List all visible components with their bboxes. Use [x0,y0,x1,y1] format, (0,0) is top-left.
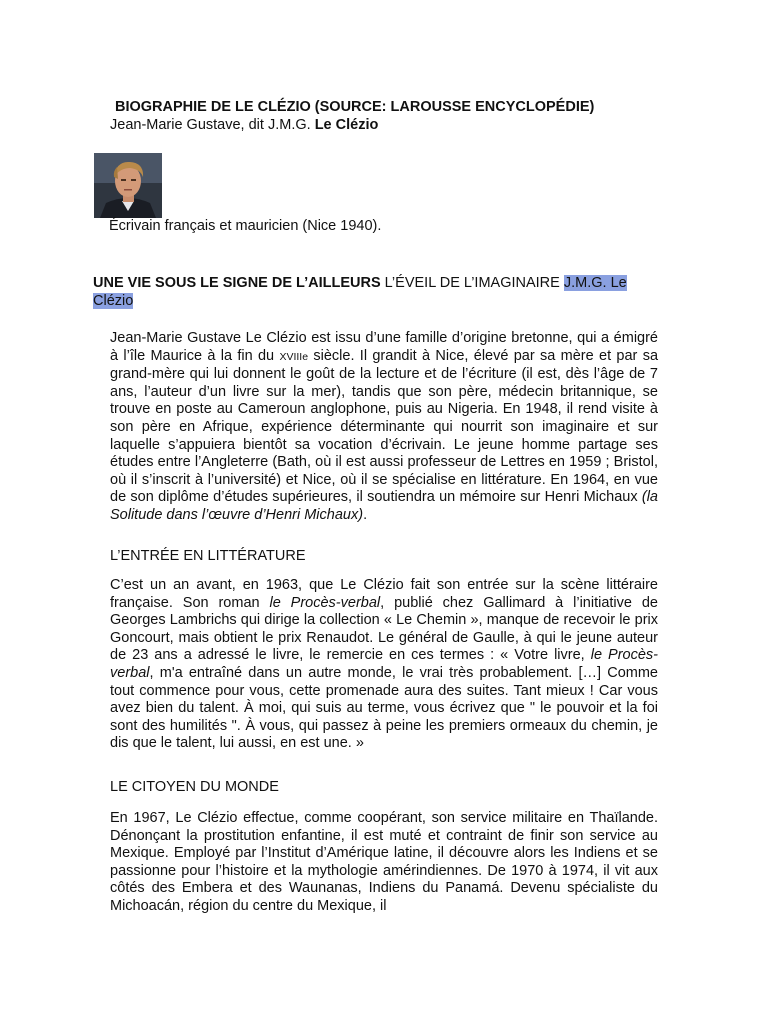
section-heading-bold: UNE VIE SOUS LE SIGNE DE L’AILLEURS [93,275,381,291]
subtitle-text: Jean-Marie Gustave, dit J.M.G. [110,117,315,133]
portrait-caption: Écrivain français et mauricien (Nice 1940). [109,218,382,234]
paragraph-biography-intro [110,330,658,525]
highlighted-selection[interactable]: J.M.G. Le Clézio [93,275,627,309]
paragraph-text: Jean-Marie Gustave Le Clézio est issu d’une famille d’origine bretonne, qui a émigré à l’île Maurice à la fin du [110,330,658,364]
italic-title: le Procès-verbal [269,594,381,611]
portrait-photo [94,153,162,218]
italic-title: le Procès-verbal [110,647,658,681]
section-heading-text: L’ÉVEIL DE L’IMAGINAIRE [380,275,564,291]
paragraph-entree-litterature [110,577,658,753]
paragraph-text: siècle. Il grandit à Nice, élevé par sa mère et par sa grand-mère qui lui donnent le goût de la lecture et de l’écriture (il est, dès l’âge de 7 ans, l’auteur d’un livre sur la mer), tandis que son père, médecin britannique, se trouve en poste au Cameroun anglophone, puis au Nigeria. En 1948, il rend visite à son père en Afrique, expérience déterminante qui nourrit son imaginaire et sur laquelle s’appuiera bientôt sa vocation d’écrivain. Le jeune homme partage ses études entre l’Angleterre (Bath, où il est aussi professeur de Lettres en 1959 ; Bristol, où il s’inscrit à l’université) et Nice, où il se spécialise en littérature. En 1964, en vue de son diplôme d’études supérieures, il soutiendra un mémoire sur Henri Michaux [110,347,659,506]
paragraph-text: , m'a entraîné dans un autre monde, le vrai très probablement. […] Comme tout commence pour vous, cette promenade aura des suites. Tant mieux ! Car vous avez bien du talent. À moi, qui suis au terme, vous écrivez que " le pouvoir et la foi sont des humilités ". À vous, qui passez à peine les premiers ormeaux du chemin, je dis que le talent, lui aussi, en est une. » [110,664,658,752]
paragraph-text: C’est un an avant, en 1963, que Le Clézio fait son entrée sur la scène littéraire française. Son roman [110,577,658,611]
document-title: BIOGRAPHIE DE LE CLÉZIO (SOURCE: LAROUSSE ENCYCLOPÉDIE) [115,99,595,115]
document-subtitle [110,117,378,133]
subheading-citoyen-monde: LE CITOYEN DU MONDE [110,779,279,795]
italic-title: (la Solitude dans l’œuvre d’Henri Michaux) [110,489,658,523]
subtitle-name: Le Clézio [314,117,379,133]
portrait-photo-icon [94,153,162,218]
paragraph-citoyen-monde: En 1967, Le Clézio effectue, comme coopérant, son service militaire en Thaïlande. Dénonçant la prostitution enfantine, il est muté et contraint de finir son service au Mexique. Employé par l’Institut d’Amérique latine, il découvre alors les Indiens et se passionne pour l’histoire et la mythologie amérindiennes. De 1970 à 1974, il vit aux côtés des Embera et des Waunanas, Indiens du Panamá. Devenu spécialiste du Michoacán, région du centre du Mexique, il [110,810,658,914]
section-heading [93,274,668,310]
paragraph-text: , publié chez Gallimard à l’initiative de Georges Lambrichs qui dirige la collection « Le Chemin », manque de recevoir le prix Goncourt, mais obtient le prix Renaudot. Le général de Gaulle, à qui le jeune auteur de 23 ans a adressé le livre, le remercie en ces termes : « Votre livre, [110,594,659,664]
paragraph-text: . [363,506,368,523]
subheading-entree-litterature: L’ENTRÉE EN LITTÉRATURE [110,548,306,564]
century-numeral: XVIIIe [279,350,309,363]
